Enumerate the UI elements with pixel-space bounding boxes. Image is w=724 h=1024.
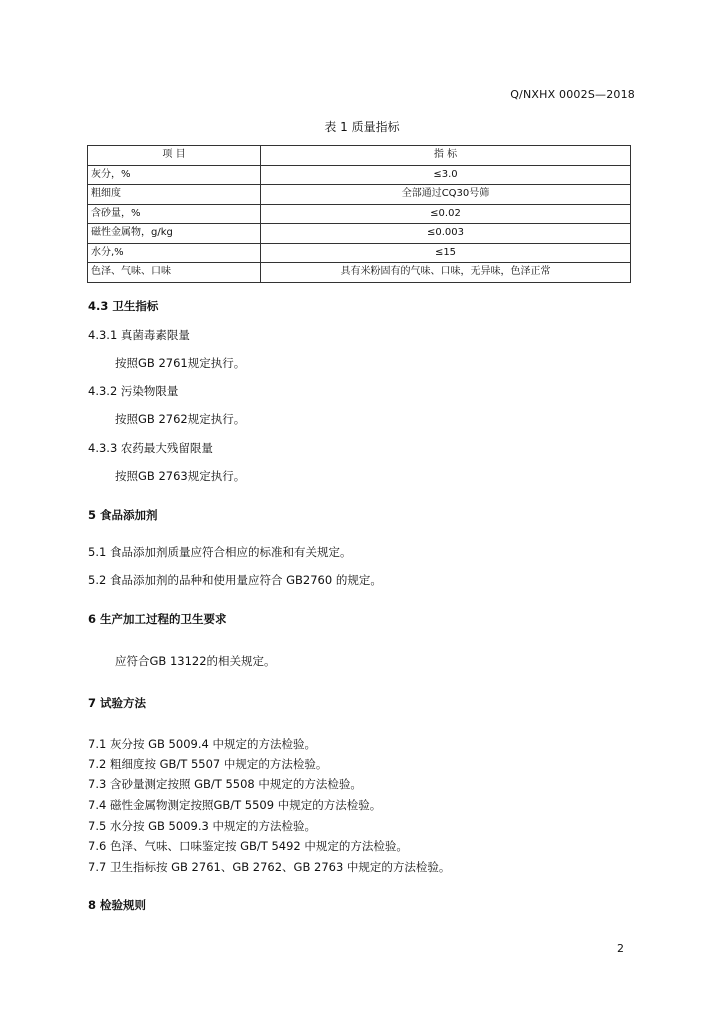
section-4-3-2-heading: 4.3.2 污染物限量 — [88, 384, 179, 398]
document-id: Q/NXHX 0002S—2018 — [510, 88, 635, 101]
section-7-item: 7.7 卫生指标按 GB 2761、GB 2762、GB 2763 中规定的方法检验。 — [88, 860, 451, 874]
table-cell-value: ≤0.003 — [261, 224, 631, 244]
table-header-row — [88, 146, 631, 166]
section-7-item: 7.6 色泽、气味、口味鉴定按 GB/T 5492 中规定的方法检验。 — [88, 839, 408, 853]
table-cell-value: 全部通过CQ30号筛 — [261, 185, 631, 205]
table-cell-item: 粗细度 — [88, 185, 261, 205]
table-title: 表 1 质量指标 — [324, 120, 400, 134]
table-row — [88, 263, 631, 283]
table-row — [88, 243, 631, 263]
section-6-heading: 6 生产加工过程的卫生要求 — [88, 612, 227, 626]
section-5-heading: 5 食品添加剂 — [88, 508, 158, 522]
section-7-item: 7.1 灰分按 GB 5009.4 中规定的方法检验。 — [88, 737, 316, 751]
section-7-item: 7.5 水分按 GB 5009.3 中规定的方法检验。 — [88, 819, 316, 833]
section-4-3-heading: 4.3 卫生指标 — [88, 299, 159, 313]
section-4-3-1-text: 按照GB 2761规定执行。 — [115, 356, 246, 370]
section-7-heading: 7 试验方法 — [88, 696, 147, 710]
table-cell-item: 磁性金属物，g/kg — [88, 224, 261, 244]
section-5-item: 5.2 食品添加剂的品种和使用量应符合 GB2760 的规定。 — [88, 573, 382, 587]
table-row — [88, 224, 631, 244]
section-4-3-2-text: 按照GB 2762规定执行。 — [115, 412, 246, 426]
table-cell-item: 含砂量，% — [88, 204, 261, 224]
table-cell-item: 灰分，% — [88, 165, 261, 185]
table-cell-item: 水分,% — [88, 243, 261, 263]
section-7-item: 7.4 磁性金属物测定按照GB/T 5509 中规定的方法检验。 — [88, 798, 382, 812]
section-7-item: 7.2 粗细度按 GB/T 5507 中规定的方法检验。 — [88, 757, 328, 771]
table-cell-item: 色泽、气味、口味 — [88, 263, 261, 283]
table-cell-value: 具有米粉固有的气味、口味，无异味，色泽正常 — [261, 263, 631, 283]
section-7-item: 7.3 含砂量测定按照 GB/T 5508 中规定的方法检验。 — [88, 777, 362, 791]
table-cell-value: ≤0.02 — [261, 204, 631, 224]
section-8-heading: 8 检验规则 — [88, 898, 147, 912]
page-number: 2 — [617, 942, 624, 955]
table-cell-value: ≤15 — [261, 243, 631, 263]
section-4-3-3-heading: 4.3.3 农药最大残留限量 — [88, 441, 213, 455]
column-header-item: 项 目 — [88, 146, 261, 166]
section-6-text: 应符合GB 13122的相关规定。 — [115, 654, 276, 668]
table-cell-value: ≤3.0 — [261, 165, 631, 185]
section-4-3-3-text: 按照GB 2763规定执行。 — [115, 469, 246, 483]
table-row — [88, 165, 631, 185]
section-4-3-1-heading: 4.3.1 真菌毒素限量 — [88, 328, 190, 342]
table-row — [88, 204, 631, 224]
section-5-item: 5.1 食品添加剂质量应符合相应的标准和有关规定。 — [88, 545, 352, 559]
column-header-indicator: 指 标 — [261, 146, 631, 166]
quality-table — [87, 145, 631, 283]
table-row — [88, 185, 631, 205]
